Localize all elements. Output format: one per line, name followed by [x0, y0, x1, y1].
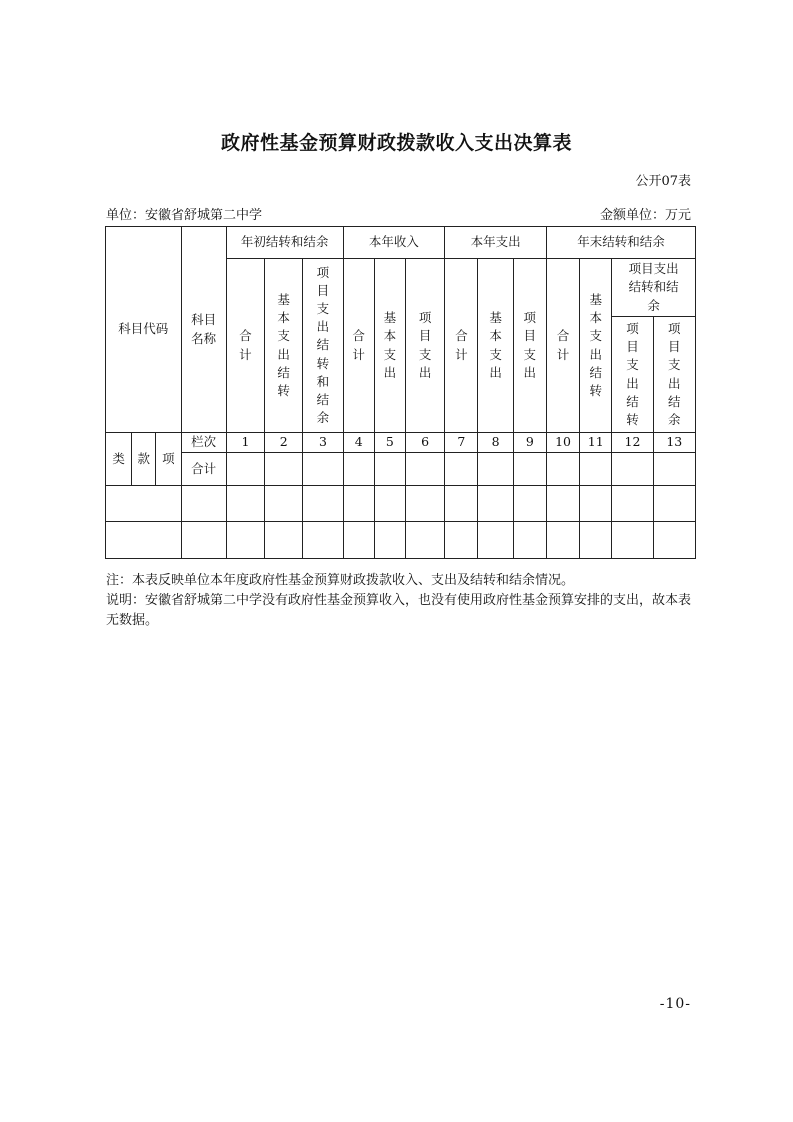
empty-cell — [612, 486, 653, 522]
page-number: -10- — [659, 996, 691, 1012]
budget-table — [105, 226, 696, 559]
col-number: 4 — [343, 433, 374, 453]
empty-cell — [513, 453, 546, 486]
empty-cell — [374, 522, 405, 559]
empty-cell — [580, 453, 612, 486]
empty-cell — [580, 486, 612, 522]
col-number: 3 — [303, 433, 343, 453]
header-g2-total: 合计 — [343, 259, 374, 433]
table-note: 注：本表反映单位本年度政府性基金预算财政拨款收入、支出及结转和结余情况。 — [106, 573, 575, 588]
empty-cell — [580, 522, 612, 559]
col-number: 12 — [612, 433, 653, 453]
empty-cell — [226, 453, 264, 486]
empty-cell — [265, 453, 303, 486]
empty-cell — [265, 486, 303, 522]
header-g1-basic-carry: 基本支出结转 — [265, 259, 303, 433]
col-number: 13 — [653, 433, 695, 453]
col-number: 1 — [226, 433, 264, 453]
header-subject-code: 科目代码 — [106, 227, 182, 433]
empty-cell — [546, 453, 579, 486]
header-g3-proj: 项目支出 — [513, 259, 546, 433]
unit-label: 单位：安徽省舒城第二中学 — [106, 208, 263, 223]
empty-cell — [546, 486, 579, 522]
empty-cell — [303, 522, 343, 559]
code-part-item: 项 — [156, 433, 181, 486]
empty-cell — [513, 486, 546, 522]
code-part-section: 款 — [132, 433, 156, 486]
empty-cell — [405, 453, 444, 486]
empty-cell — [343, 486, 374, 522]
header-g4-proj-carry: 项目支出结转 — [612, 317, 653, 433]
empty-cell — [303, 453, 343, 486]
header-g2-proj: 项目支出 — [405, 259, 444, 433]
header-g4-proj-group: 项目支出结转和结余 — [612, 259, 696, 317]
empty-cell — [445, 486, 478, 522]
header-group-income: 本年收入 — [343, 227, 445, 259]
empty-cell — [343, 522, 374, 559]
col-number: 6 — [405, 433, 444, 453]
col-number: 5 — [374, 433, 405, 453]
empty-cell — [445, 522, 478, 559]
empty-cell — [374, 486, 405, 522]
empty-cell — [181, 486, 226, 522]
empty-cell — [343, 453, 374, 486]
empty-cell — [181, 522, 226, 559]
empty-cell — [265, 522, 303, 559]
col-number: 9 — [513, 433, 546, 453]
header-group-closing: 年末结转和结余 — [546, 227, 695, 259]
header-g3-basic: 基本支出 — [478, 259, 513, 433]
col-number: 8 — [478, 433, 513, 453]
header-group-expense: 本年支出 — [445, 227, 547, 259]
col-number: 11 — [580, 433, 612, 453]
header-g3-total: 合计 — [445, 259, 478, 433]
empty-cell — [546, 522, 579, 559]
header-subject-name: 科目名称 — [181, 227, 226, 433]
empty-cell — [226, 522, 264, 559]
money-unit-label: 金额单位：万元 — [599, 208, 691, 223]
header-g4-total: 合计 — [546, 259, 579, 433]
empty-cell — [478, 522, 513, 559]
empty-cell — [653, 522, 695, 559]
empty-cell — [405, 522, 444, 559]
form-number: 公开07表 — [635, 174, 691, 189]
empty-cell — [106, 486, 182, 522]
header-g1-proj-carry-remain: 项目支出结转和结余 — [303, 259, 343, 433]
empty-cell — [653, 453, 695, 486]
header-group-opening: 年初结转和结余 — [226, 227, 343, 259]
header-g4-proj-remain: 项目支出结余 — [653, 317, 695, 433]
empty-cell — [374, 453, 405, 486]
empty-cell — [612, 522, 653, 559]
table-explanation: 说明：安徽省舒城第二中学没有政府性基金预算收入，也没有使用政府性基金预算安排的支出，故本表无数据。 — [106, 593, 692, 628]
col-number: 7 — [445, 433, 478, 453]
header-g1-total: 合计 — [226, 259, 264, 433]
empty-cell — [303, 486, 343, 522]
row-label-column-number: 栏次 — [181, 433, 226, 453]
empty-cell — [226, 486, 264, 522]
empty-cell — [478, 486, 513, 522]
empty-cell — [405, 486, 444, 522]
header-g2-basic: 基本支出 — [374, 259, 405, 433]
empty-cell — [653, 486, 695, 522]
page-title: 政府性基金预算财政拨款收入支出决算表 — [220, 132, 572, 154]
empty-cell — [106, 522, 182, 559]
empty-cell — [445, 453, 478, 486]
col-number: 10 — [546, 433, 579, 453]
row-label-total: 合计 — [181, 453, 226, 486]
empty-cell — [612, 453, 653, 486]
empty-cell — [513, 522, 546, 559]
code-part-category: 类 — [106, 433, 132, 486]
header-g4-basic-carry: 基本支出结转 — [580, 259, 612, 433]
empty-cell — [478, 453, 513, 486]
col-number: 2 — [265, 433, 303, 453]
